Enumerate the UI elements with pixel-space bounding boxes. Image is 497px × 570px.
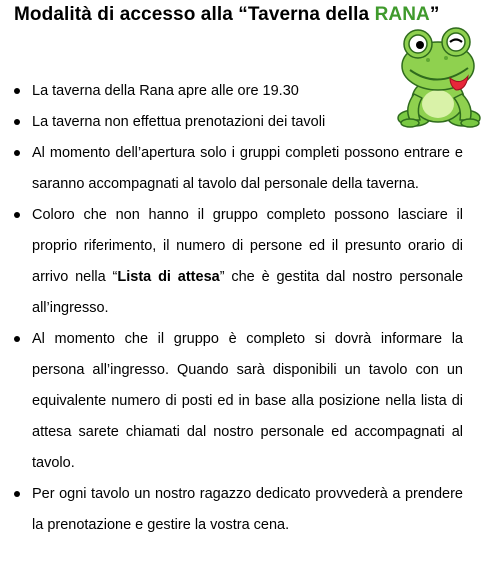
title-prefix: Modalità di accesso alla “Taverna della: [14, 4, 375, 25]
bullet-icon: [14, 150, 20, 156]
title-suffix: ”: [429, 4, 440, 25]
list-item: [0, 76, 497, 107]
list-item: [0, 107, 497, 138]
bullet-icon: [14, 491, 20, 497]
bullet-icon: [14, 119, 20, 125]
bullet-icon: [14, 336, 20, 342]
bullet-icon: [14, 212, 20, 218]
page-title: [14, 4, 439, 26]
list-item-text: La taverna non effettua prenotazioni dei tavoli: [32, 114, 326, 130]
list-item: [0, 324, 497, 479]
list-item-text: Per ogni tavolo un nostro ragazzo dedicato provvederà a prendere la prenotazione e gestire la vostra cena.: [32, 486, 463, 533]
list-item-text: Al momento dell’apertura solo i gruppi completi possono entrare e saranno accompagnati al tavolo dal personale della taverna.: [32, 145, 463, 192]
bullet-icon: [14, 88, 20, 94]
list-item: [0, 479, 497, 541]
list-item-text: Al momento che il gruppo è completo si dovrà informare la persona all’ingresso. Quando sarà disponibili un tavolo con un equivalente numero di posti ed in base alla posizione nella lista di attesa sarete chiamati dal nostro personale ed accompagnati al tavolo.: [32, 331, 463, 471]
list-item-text: La taverna della Rana apre alle ore 19.30: [32, 83, 299, 99]
list-item: [0, 138, 497, 200]
list-item: [0, 200, 497, 324]
waiting-list-label: Lista di attesa: [117, 269, 220, 285]
rules-list: [0, 76, 497, 541]
list-item-text-before: Coloro che non hanno il gruppo completo possono lasciare il proprio riferimento, il numero di persone ed il presunto orario di arrivo nella “: [32, 207, 463, 285]
title-highlight-rana: RANA: [374, 4, 430, 25]
list-item-text-after: ” che è gestita dal nostro personale all’ingresso.: [32, 269, 464, 316]
